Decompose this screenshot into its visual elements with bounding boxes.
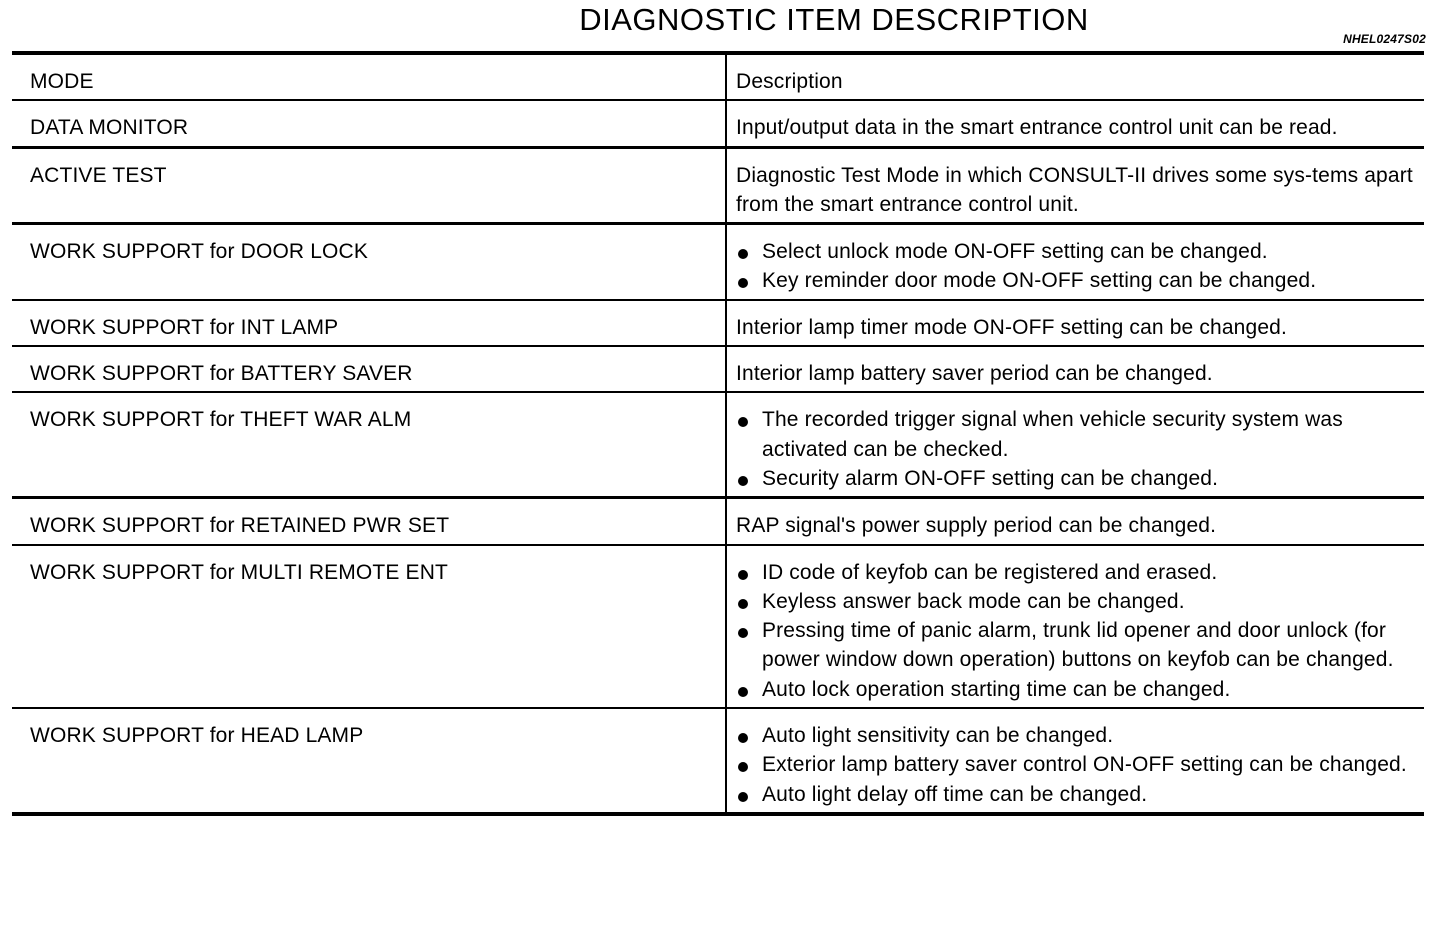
bullet-item: Auto light delay off time can be changed. xyxy=(736,780,1416,809)
row-description: Interior lamp timer mode ON-OFF setting can be changed. xyxy=(726,300,1424,346)
table-row xyxy=(12,224,1424,300)
table-row xyxy=(12,392,1424,497)
row-mode: DATA MONITOR xyxy=(12,100,726,147)
row-mode: WORK SUPPORT for DOOR LOCK xyxy=(12,224,726,300)
bullet-item: Auto light sensitivity can be changed. xyxy=(736,721,1416,750)
bullet-item: Keyless answer back mode can be changed. xyxy=(736,587,1416,616)
bullet-list xyxy=(736,405,1416,493)
table-row xyxy=(12,498,1424,545)
bullet-list xyxy=(736,237,1416,296)
row-mode: WORK SUPPORT for MULTI REMOTE ENT xyxy=(12,545,726,708)
row-mode: WORK SUPPORT for INT LAMP xyxy=(12,300,726,346)
table-row xyxy=(12,100,1424,147)
table-row xyxy=(12,545,1424,708)
row-description xyxy=(726,224,1424,300)
table-header-row xyxy=(12,53,1424,100)
row-mode: ACTIVE TEST xyxy=(12,147,726,224)
bullet-item: Select unlock mode ON-OFF setting can be changed. xyxy=(736,237,1416,266)
row-description xyxy=(726,545,1424,708)
row-description xyxy=(726,708,1424,814)
bullet-item: The recorded trigger signal when vehicle security system was activated can be checked. xyxy=(736,405,1416,464)
row-description xyxy=(726,392,1424,497)
document-code: NHEL0247S02 xyxy=(1343,32,1426,46)
table-row xyxy=(12,708,1424,814)
page-title: DIAGNOSTIC ITEM DESCRIPTION xyxy=(579,2,1089,37)
row-description: RAP signal's power supply period can be changed. xyxy=(726,498,1424,545)
table-row xyxy=(12,346,1424,392)
bullet-item: Auto lock operation starting time can be changed. xyxy=(736,675,1416,704)
bullet-list xyxy=(736,721,1416,809)
table-row xyxy=(12,300,1424,346)
diagnostic-item-table xyxy=(12,51,1424,816)
bullet-item: Key reminder door mode ON-OFF setting can be changed. xyxy=(736,266,1416,295)
bullet-item: Security alarm ON-OFF setting can be changed. xyxy=(736,464,1416,493)
bullet-item: ID code of keyfob can be registered and erased. xyxy=(736,558,1416,587)
header-mode: MODE xyxy=(30,70,94,93)
row-mode: WORK SUPPORT for THEFT WAR ALM xyxy=(12,392,726,497)
row-mode: WORK SUPPORT for RETAINED PWR SET xyxy=(12,498,726,545)
row-description: Interior lamp battery saver period can be changed. xyxy=(726,346,1424,392)
row-description: Diagnostic Test Mode in which CONSULT-II drives some sys-tems apart from the smart entrance control unit. xyxy=(726,147,1424,224)
row-mode: WORK SUPPORT for HEAD LAMP xyxy=(12,708,726,814)
bullet-item: Exterior lamp battery saver control ON-OFF setting can be changed. xyxy=(736,750,1416,779)
table-row xyxy=(12,147,1424,224)
bullet-item: Pressing time of panic alarm, trunk lid opener and door unlock (for power window down operation) buttons on keyfob can be changed. xyxy=(736,616,1416,675)
row-mode: WORK SUPPORT for BATTERY SAVER xyxy=(12,346,726,392)
header-description: Description xyxy=(726,53,1424,100)
bullet-list xyxy=(736,558,1416,704)
row-description: Input/output data in the smart entrance control unit can be read. xyxy=(726,100,1424,147)
